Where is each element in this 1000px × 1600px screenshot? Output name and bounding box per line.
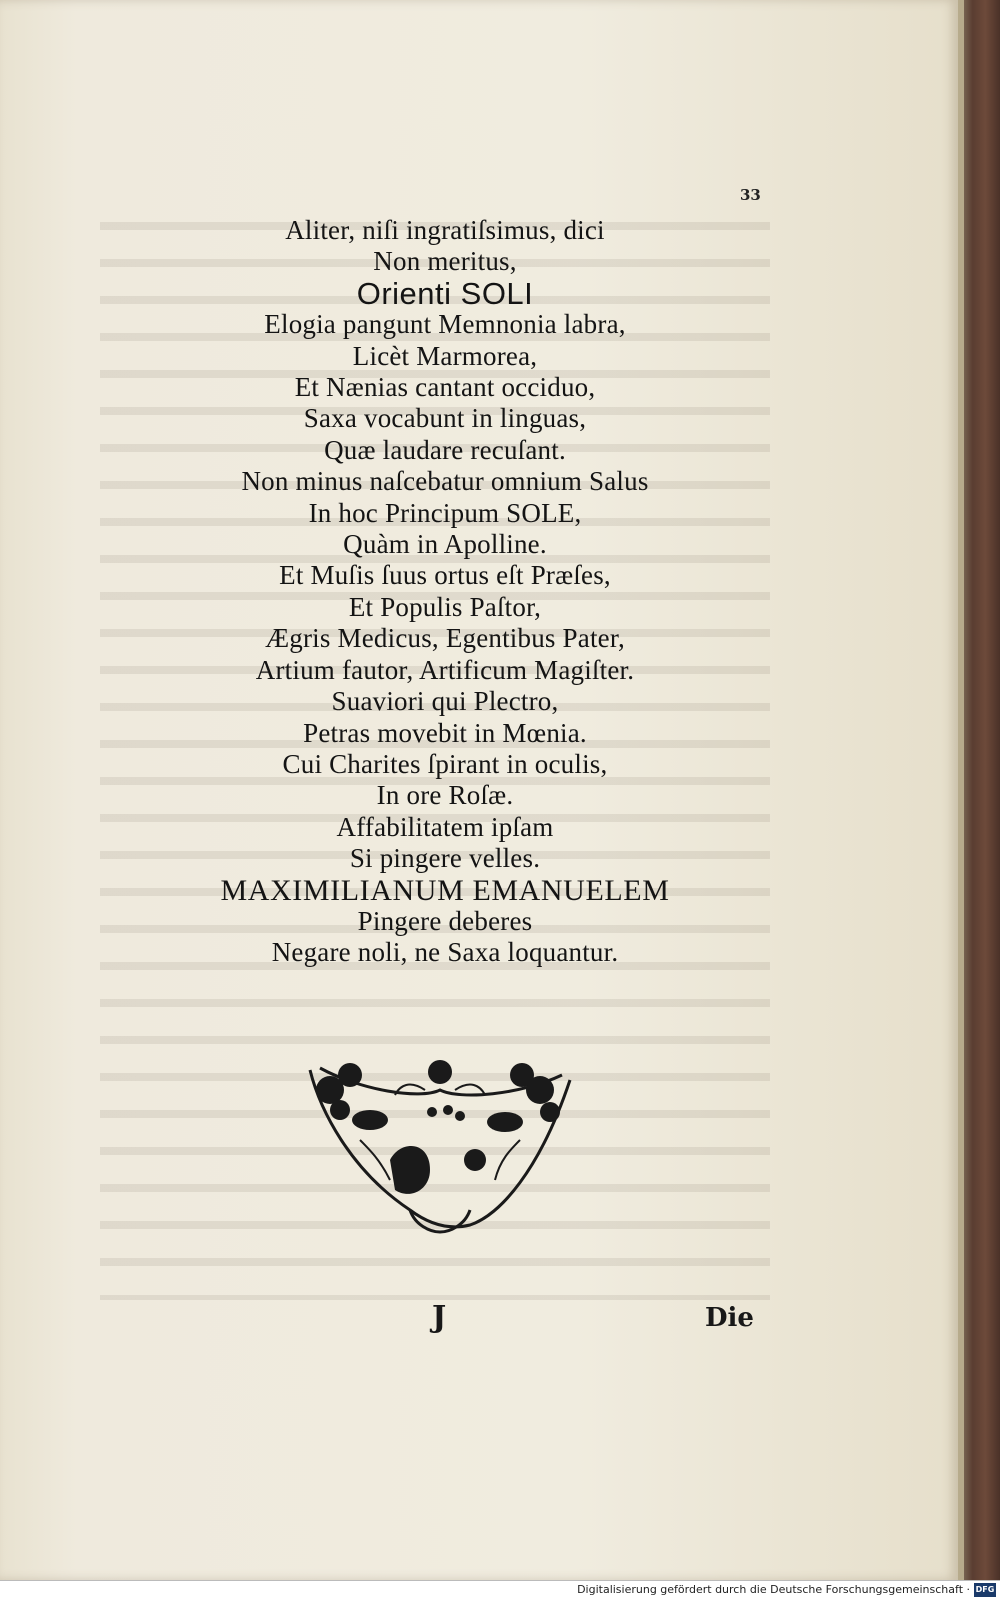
- verse-line: Pingere deberes: [357, 905, 533, 936]
- catchword: Die: [705, 1303, 754, 1333]
- verse-line: Quàm in Apolline.: [343, 529, 547, 560]
- verse-line: Et Nænias cantant occiduo,: [294, 372, 596, 403]
- verse-line: In ore Roſæ.: [376, 780, 514, 811]
- dfg-logo-icon: DFG: [974, 1583, 996, 1597]
- cornucopia-cherub-woodcut-icon: [300, 1050, 580, 1235]
- verse-line: Saxa vocabunt in linguas,: [303, 403, 587, 434]
- verse-line: Non minus naſcebatur omnium Salus: [241, 466, 649, 497]
- verse-block: [140, 215, 750, 969]
- verse-line: Cui Charites ſpirant in oculis,: [282, 748, 608, 779]
- footer-credit: Digitalisierung gefördert durch die Deutsche Forschungsgemeinschaft ·: [577, 1583, 970, 1596]
- verse-line: Artium fautor, Artificum Magiſter.: [255, 654, 635, 685]
- footer-bar: [0, 1580, 1000, 1600]
- verse-line: MAXIMILIANUM EMANUELEM: [220, 873, 670, 907]
- verse-line: Ægris Medicus, Egentibus Pater,: [265, 623, 625, 654]
- verse-line: Affabilitatem ipſam: [336, 811, 554, 842]
- verse-line: Et Muſis ſuus ortus eſt Præſes,: [279, 560, 611, 591]
- verse-line: Elogia pangunt Memnonia labra,: [264, 309, 626, 340]
- page-number: 33: [740, 186, 761, 204]
- verse-line: In hoc Principum SOLE,: [308, 497, 582, 528]
- verse-line: Quæ laudare recuſant.: [324, 434, 566, 465]
- signature-mark: J: [432, 1300, 447, 1335]
- verse-line: Et Populis Paſtor,: [348, 591, 542, 622]
- verse-line: Aliter, niſi ingratiſsimus, dici: [285, 215, 605, 245]
- verse-line: Si pingere velles.: [349, 843, 541, 874]
- book-spine: [958, 0, 1000, 1580]
- verse-line: Licèt Marmorea,: [352, 340, 538, 371]
- verse-line: Suaviori qui Plectro,: [331, 686, 559, 717]
- verse-line: Petras movebit in Mœnia.: [303, 717, 587, 748]
- verse-line: Negare noli, ne Saxa loquantur.: [271, 937, 619, 968]
- verse-line: Non meritus,: [373, 246, 517, 277]
- verse-line: Orienti SOLI: [356, 275, 534, 311]
